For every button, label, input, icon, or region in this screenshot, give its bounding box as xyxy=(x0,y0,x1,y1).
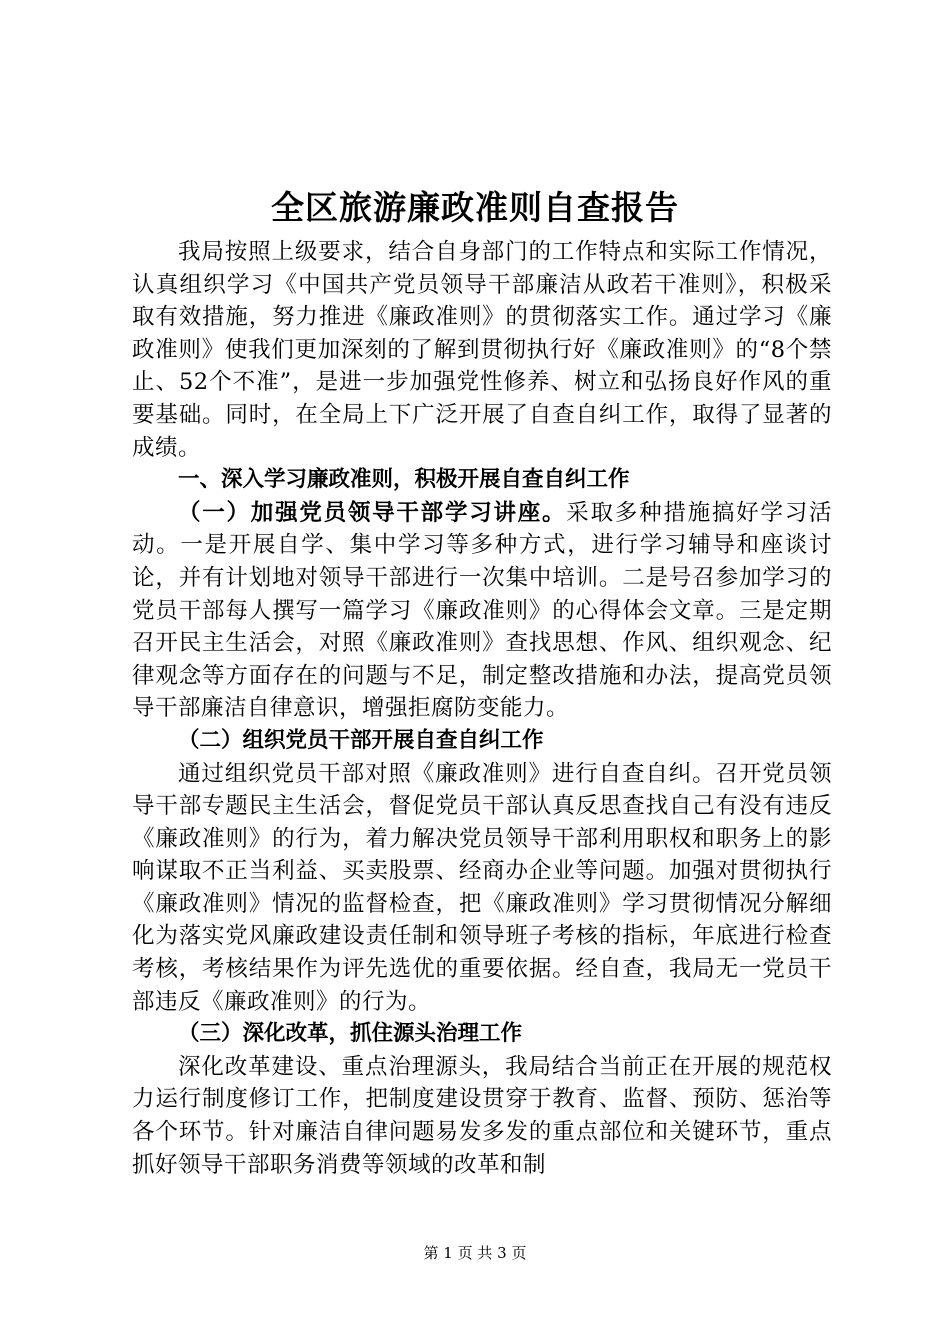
document-body xyxy=(132,236,832,1181)
intro-paragraph: 我局按照上级要求，结合自身部门的工作特点和实际工作情况，认真组织学习《中国共产党员领导干部廉洁从政若干准则》，积极采取有效措施，努力推进《廉政准则》的贯彻落实工作。通过学习《廉政准则》使我们更加深刻的了解到贯彻执行好《廉政准则》的“8个禁止、52个不准”，是进一步加强党性修养、树立和弘扬良好作风的重要基础。同时，在全局上下广泛开展了自查自纠工作，取得了显著的成绩。 xyxy=(132,239,832,461)
subsection-2-heading: （二）组织党员干部开展自查自纠工作 xyxy=(178,727,544,753)
subsection-3-paragraph: 深化改革建设、重点治理源头，我局结合当前正在开展的规范权力运行制度修订工作，把制度建设贯穿于教育、监督、预防、惩治等各个环节。针对廉洁自律问题易发多发的重点部位和关键环节，重点抓好领导干部职务消费等领域的改革和制 xyxy=(132,1053,832,1178)
subsection-1-paragraph xyxy=(132,497,832,725)
section-heading-1: 一、深入学习廉政准则，积极开展自查自纠工作 xyxy=(178,467,630,493)
subsection-2-paragraph: 通过组织党员干部对照《廉政准则》进行自查自纠。召开党员领导干部专题民主生活会，督促党员干部认真反思查找自己有没有违反《廉政准则》的行为，着力解决党员领导干部利用职权和职务上的影响谋取不正当利益、买卖股票、经商办企业等问题。加强对贯彻执行《廉政准则》情况的监督检查，把《廉政准则》学习贯彻情况分解细化为落实党风廉政建设责任制和领导班子考核的指标，年底进行检查考核，考核结果作为评先选优的重要依据。经自查，我局无一党员干部违反《廉政准则》的行为。 xyxy=(132,760,832,1015)
subsection-1-heading: （一）加强党员领导干部学习讲座。 xyxy=(178,499,567,526)
document-title: 全区旅游廉政准则自查报告 xyxy=(271,188,679,227)
page-number-footer: 第 1 页 共 3 页 xyxy=(423,1244,527,1262)
subsection-1-text: 采取多种措施搞好学习活动。一是开展自学、集中学习等多种方式，进行学习辅导和座谈讨论，并有计划地对领导干部进行一次集中培训。二是号召参加学习的党员干部每人撰写一篇学习《廉政准则》的心得体会文章。三是定期召开民主生活会，对照《廉政准则》查找思想、作风、组织观念、纪律观念等方面存在的问题与不足，制定整改措施和办法，提高党员领导干部廉洁自律意识，增强拒腐防变能力。 xyxy=(132,499,832,722)
subsection-3-heading: （三）深化改革，抓住源头治理工作 xyxy=(178,1021,523,1047)
